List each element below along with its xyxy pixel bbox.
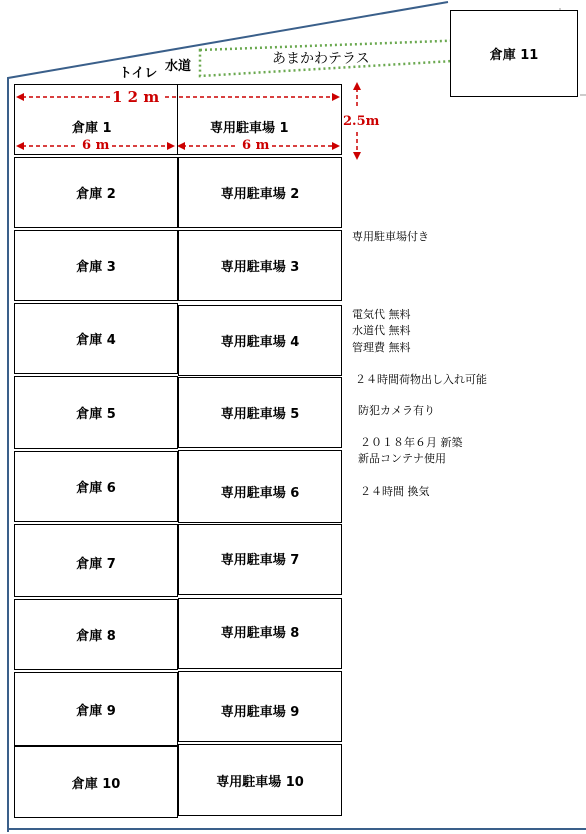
note-water-fee: 水道代 無料	[352, 324, 411, 337]
warehouse-2	[14, 157, 178, 228]
parking-3-label: 専用駐車場 3	[220, 260, 300, 275]
parking-7	[178, 524, 342, 595]
parking-9-label: 専用駐車場 9	[220, 705, 300, 720]
warehouse-6	[14, 451, 178, 522]
warehouse-4	[14, 303, 178, 374]
parking-9	[178, 671, 342, 742]
parking-3	[178, 230, 342, 301]
warehouse-2-label: 倉庫 2	[76, 187, 116, 202]
note-electricity: 電気代 無料	[352, 308, 411, 321]
parking-2-label: 専用駐車場 2	[220, 187, 300, 202]
note-security-camera: 防犯カメラ有り	[358, 404, 435, 417]
note-24h-ventilation: ２４時間 換気	[360, 485, 430, 498]
warehouse-10	[14, 746, 178, 818]
parking-2	[178, 157, 342, 228]
warehouse-6-label: 倉庫 6	[76, 481, 116, 496]
note-new-build: ２０１８年６月 新築	[360, 436, 463, 449]
parking-8	[178, 598, 342, 669]
warehouse-7	[14, 524, 178, 597]
dim-12m-label: 1 2 m	[112, 88, 160, 106]
warehouse-8	[14, 599, 178, 670]
parking-6	[178, 450, 342, 523]
parking-4	[178, 305, 342, 376]
warehouse-5	[14, 376, 178, 449]
parking-10-label: 専用駐車場 10	[216, 774, 304, 790]
water-label: 水道	[165, 59, 192, 74]
unit-row-1-divider	[177, 84, 178, 155]
parking-5-label: 専用駐車場 5	[220, 407, 300, 422]
parking-5	[178, 377, 342, 448]
unit-row-1-frame	[14, 84, 342, 155]
dim-6m-left-label: 6 m	[82, 138, 110, 153]
warehouse-4-label: 倉庫 4	[76, 333, 116, 348]
warehouse-8-label: 倉庫 8	[76, 629, 116, 644]
dim-6m-right-label: 6 m	[242, 138, 270, 153]
warehouse-5-label: 倉庫 5	[76, 407, 116, 422]
warehouse-10-label: 倉庫 10	[71, 776, 121, 792]
terrace-label: あまかわテラス	[272, 51, 370, 67]
parking-6-label: 専用駐車場 6	[220, 486, 300, 501]
note-24h-access: ２４時間荷物出し入れ可能	[355, 373, 487, 386]
warehouse-1: 倉庫 1	[72, 121, 112, 136]
warehouse-7-label: 倉庫 7	[76, 557, 116, 572]
toilet-label: トイレ	[119, 66, 158, 81]
warehouse-9	[14, 672, 178, 746]
note-management-fee: 管理費 無料	[352, 341, 411, 354]
warehouse-3-label: 倉庫 3	[76, 260, 116, 275]
warehouse-3	[14, 230, 178, 301]
parking-8-label: 専用駐車場 8	[220, 626, 300, 641]
parking-4-label: 専用駐車場 4	[220, 335, 300, 350]
warehouse-11	[450, 10, 578, 97]
warehouse-9-label: 倉庫 9	[76, 703, 116, 719]
note-new-container: 新品コンテナ使用	[358, 452, 446, 465]
note-parking-included: 専用駐車場付き	[352, 230, 429, 243]
parking-1: 専用駐車場 1	[210, 121, 289, 136]
dim-2-5m-label: 2.5m	[343, 114, 380, 129]
parking-7-label: 専用駐車場 7	[220, 553, 300, 568]
parking-10	[178, 744, 342, 816]
warehouse-11-label: 倉庫 11	[489, 48, 539, 63]
